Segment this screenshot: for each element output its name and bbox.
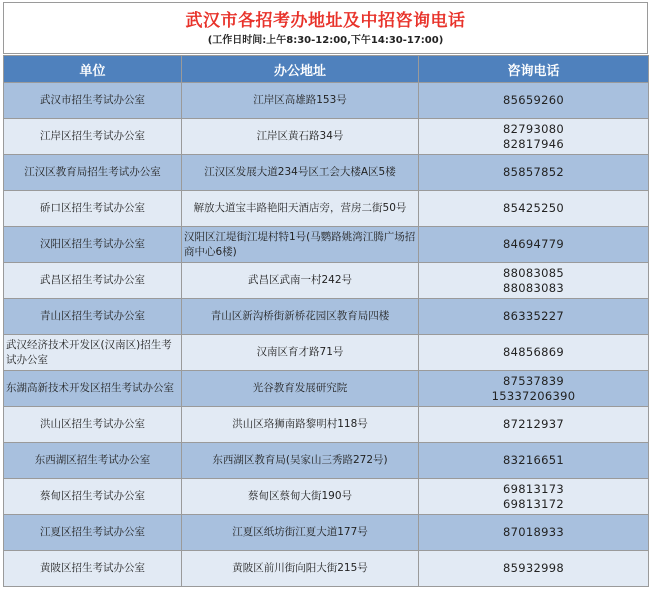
phone-cell	[419, 119, 649, 155]
table-row	[4, 83, 649, 119]
phone-cell	[419, 155, 649, 191]
table-body	[4, 83, 649, 587]
phone-number: 88083083	[503, 280, 564, 295]
phone-cell	[419, 335, 649, 371]
phone-cell	[419, 479, 649, 515]
address-cell: 汉南区育才路71号	[182, 335, 419, 371]
table-row	[4, 227, 649, 263]
title-box	[3, 2, 648, 54]
phone-number: 82793080	[503, 121, 564, 136]
phone-number: 85659260	[503, 93, 564, 107]
unit-cell: 硚口区招生考试办公室	[4, 191, 182, 227]
table-row	[4, 335, 649, 371]
unit-cell: 武昌区招生考试办公室	[4, 263, 182, 299]
table-row	[4, 371, 649, 407]
address-cell: 青山区新沟桥街新桥花园区教育局四楼	[182, 299, 419, 335]
address-cell: 江岸区高雄路153号	[182, 83, 419, 119]
column-header-address: 办公地址	[182, 56, 419, 83]
address-cell: 解放大道宝丰路艳阳天酒店旁，营房二街50号	[182, 191, 419, 227]
phone-cell	[419, 371, 649, 407]
address-cell: 光谷教育发展研究院	[182, 371, 419, 407]
office-hours-subtitle: (工作日时间:上午8:30-12:00,下午14:30-17:00)	[207, 35, 444, 46]
contact-table	[3, 55, 649, 587]
unit-cell: 江岸区招生考试办公室	[4, 119, 182, 155]
phone-number: 83216651	[503, 453, 564, 467]
phone-cell	[419, 551, 649, 587]
address-cell: 蔡甸区蔡甸大街190号	[182, 479, 419, 515]
table-row	[4, 515, 649, 551]
table-row	[4, 263, 649, 299]
address-cell: 江夏区纸坊街江夏大道177号	[182, 515, 419, 551]
unit-cell: 汉阳区招生考试办公室	[4, 227, 182, 263]
phone-cell	[419, 263, 649, 299]
table-row	[4, 119, 649, 155]
table-header-row	[4, 56, 649, 83]
table-row	[4, 299, 649, 335]
table-row	[4, 551, 649, 587]
phone-number: 85932998	[503, 561, 564, 575]
unit-cell: 黄陂区招生考试办公室	[4, 551, 182, 587]
phone-number: 85425250	[503, 201, 564, 215]
table-row	[4, 443, 649, 479]
table-row	[4, 479, 649, 515]
unit-cell: 东湖高新技术开发区招生考试办公室	[4, 371, 182, 407]
address-cell: 黄陂区前川街向阳大街215号	[182, 551, 419, 587]
phone-number: 86335227	[503, 309, 564, 323]
address-cell: 江岸区黄石路34号	[182, 119, 419, 155]
column-header-unit: 单位	[4, 56, 182, 83]
phone-number: 85857852	[503, 165, 564, 179]
unit-cell: 洪山区招生考试办公室	[4, 407, 182, 443]
unit-cell: 江汉区教育局招生考试办公室	[4, 155, 182, 191]
phone-cell	[419, 443, 649, 479]
unit-cell: 武汉经济技术开发区(汉南区)招生考试办公室	[4, 335, 182, 371]
phone-cell	[419, 407, 649, 443]
unit-cell: 东西湖区招生考试办公室	[4, 443, 182, 479]
phone-number: 84694779	[503, 237, 564, 251]
phone-number: 15337206390	[491, 388, 576, 403]
phone-cell	[419, 191, 649, 227]
column-header-phone: 咨询电话	[419, 56, 649, 83]
phone-number: 82817946	[503, 136, 564, 151]
phone-cell	[419, 227, 649, 263]
address-cell: 东西湖区教育局(吴家山三秀路272号)	[182, 443, 419, 479]
address-cell: 江汉区发展大道234号区工会大楼A区5楼	[182, 155, 419, 191]
address-cell: 武昌区武南一村242号	[182, 263, 419, 299]
phone-cell	[419, 299, 649, 335]
phone-cell	[419, 83, 649, 119]
phone-number: 69813173	[503, 481, 564, 496]
table-row	[4, 191, 649, 227]
phone-number: 69813172	[503, 496, 564, 511]
phone-number: 87212937	[503, 417, 564, 431]
table-row	[4, 155, 649, 191]
unit-cell: 江夏区招生考试办公室	[4, 515, 182, 551]
phone-number: 88083085	[503, 265, 564, 280]
phone-number: 87018933	[503, 525, 564, 539]
table-row	[4, 407, 649, 443]
unit-cell: 武汉市招生考试办公室	[4, 83, 182, 119]
address-cell: 汉阳区江堤街江堤村特1号(马鹦路姚湾江腾广场招商中心6楼)	[182, 227, 419, 263]
address-cell: 洪山区珞狮南路黎明村118号	[182, 407, 419, 443]
unit-cell: 青山区招生考试办公室	[4, 299, 182, 335]
page-title: 武汉市各招考办地址及中招咨询电话	[185, 11, 466, 31]
phone-number: 87537839	[503, 373, 564, 388]
phone-number: 84856869	[503, 345, 564, 359]
phone-cell	[419, 515, 649, 551]
unit-cell: 蔡甸区招生考试办公室	[4, 479, 182, 515]
